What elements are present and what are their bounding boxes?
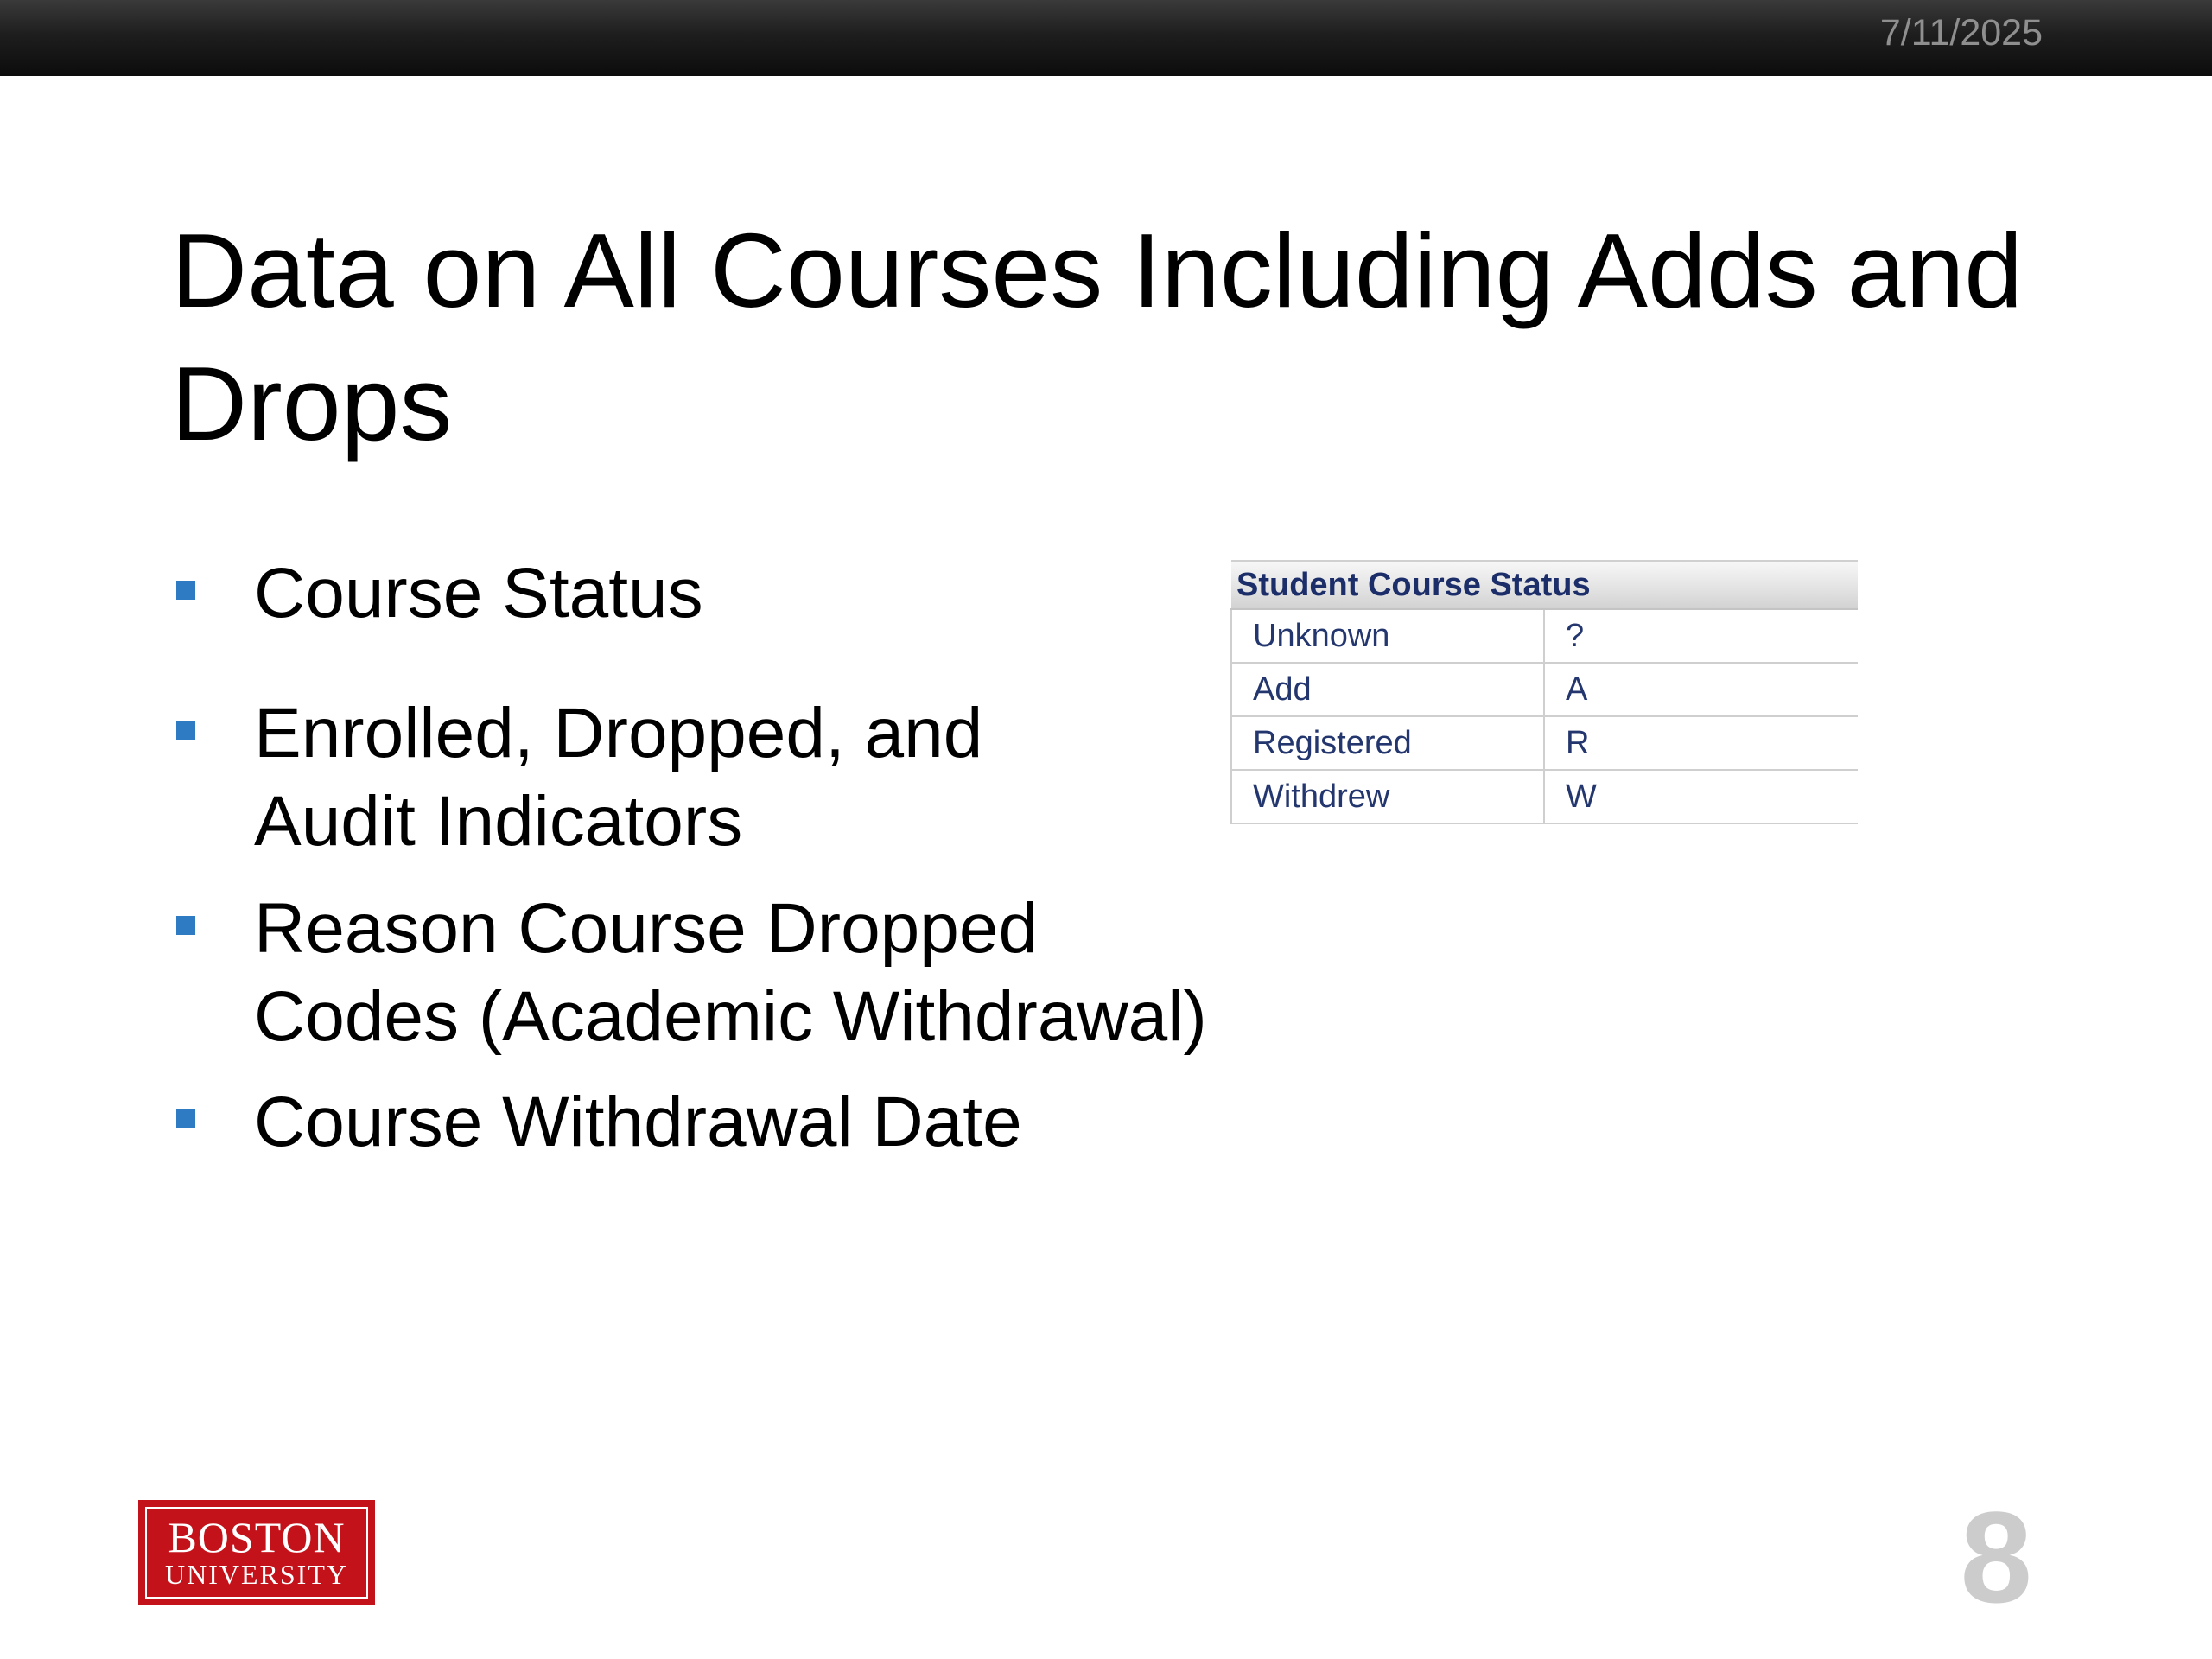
bullet-item — [171, 550, 1294, 638]
bullet-text: Codes (Academic Withdrawal) — [254, 977, 1207, 1056]
boston-university-logo — [138, 1500, 375, 1605]
table-header: Student Course Status — [1231, 561, 1858, 609]
square-bullet-icon — [176, 916, 195, 935]
square-bullet-icon — [176, 721, 195, 740]
status-label: Unknown — [1231, 609, 1544, 663]
status-label: Add — [1231, 663, 1544, 716]
table-row — [1231, 609, 1858, 663]
logo-line-1: BOSTON — [168, 1513, 346, 1561]
square-bullet-icon — [176, 1109, 195, 1128]
top-bar — [0, 0, 2212, 76]
bullet-text: Enrolled, Dropped, and — [254, 694, 983, 772]
bullet-item — [171, 885, 1294, 1061]
status-code: ? — [1544, 609, 1858, 663]
table-row — [1231, 663, 1858, 716]
status-label: Registered — [1231, 716, 1544, 770]
status-code: A — [1544, 663, 1858, 716]
status-label: Withdrew — [1231, 770, 1544, 823]
bullet-item — [171, 1078, 1294, 1166]
bullet-text: Course Withdrawal Date — [254, 1083, 1022, 1161]
bullet-item — [171, 690, 1294, 866]
student-course-status-table — [1230, 560, 1858, 824]
page-number: 8 — [1960, 1484, 2032, 1630]
bullet-text: Reason Course Dropped — [254, 889, 1039, 968]
slide-date: 7/11/2025 — [1879, 12, 2043, 54]
table-row — [1231, 716, 1858, 770]
slide-title: Data on All Courses Including Adds and Drops — [171, 212, 2024, 462]
status-code: R — [1544, 716, 1858, 770]
table-row — [1231, 770, 1858, 823]
status-code: W — [1544, 770, 1858, 823]
bullet-list — [171, 550, 1294, 1166]
bullet-text: Course Status — [254, 554, 703, 632]
square-bullet-icon — [176, 581, 195, 600]
bullet-text: Audit Indicators — [254, 782, 743, 861]
logo-line-2: UNIVERSITY — [165, 1559, 348, 1590]
